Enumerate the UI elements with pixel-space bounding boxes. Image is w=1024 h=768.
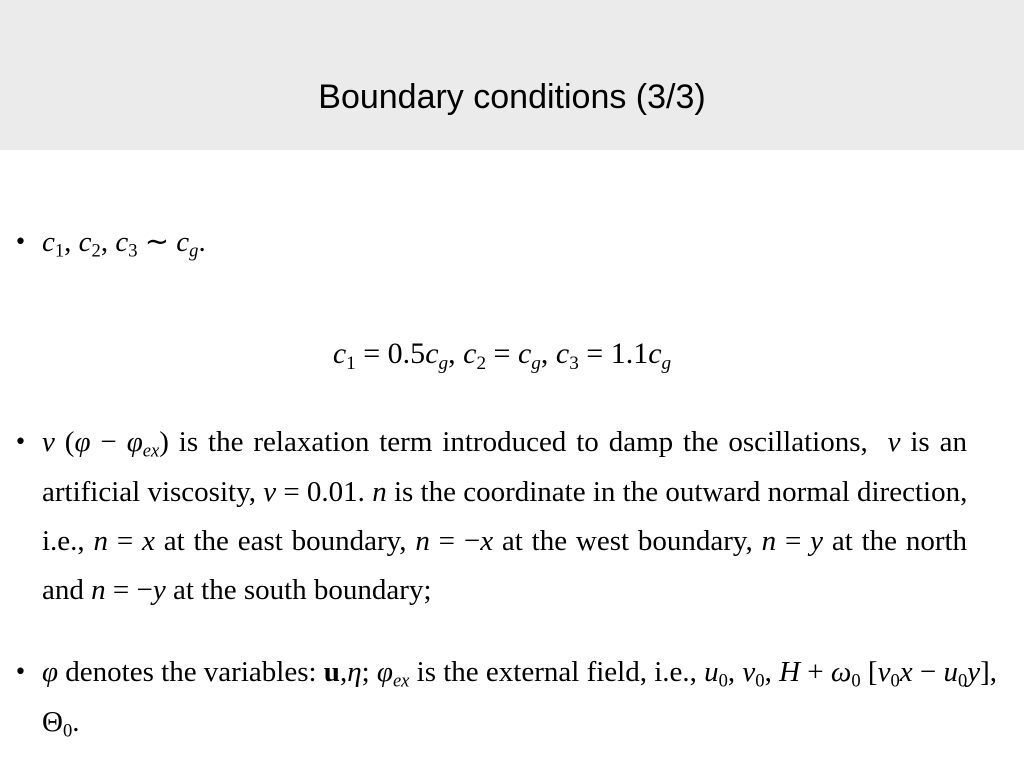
bullet-2-text: = 0.01. — [283, 476, 365, 508]
bullet-marker: • — [14, 660, 27, 685]
bullet-2-text: at the east boundary, — [163, 525, 407, 557]
bullet-2-text: i.e., — [42, 525, 85, 557]
bullet-2-text: artificial viscosity, — [42, 476, 256, 508]
bullet-marker: • — [14, 430, 27, 455]
equation-c-values: $c_1 = 0.5c_g$, $c_2 = c_g$, $c_3 = 1.1c_g$ — [332, 337, 672, 374]
bullet-2-text: at the north — [831, 525, 968, 557]
slide-header — [0, 0, 1024, 150]
bullet-3-text: is the external field, i.e., — [416, 656, 697, 688]
bullet-3-line-1: φ denotes the variables: u,η; $\varphi_{ex}$ is the external field, i.e., $u_0$, $v_0$, $H + \omega_0$ $[v_0x - u_0y]$, — [42, 656, 998, 692]
slide-title: Boundary conditions (3/3) — [318, 78, 706, 116]
bullet-3-text: denotes the variables: — [65, 656, 317, 688]
bullet-1-text: $c_1$, $c_2$, $c_3$ ∼ $c_g$. — [42, 226, 206, 262]
bullet-2-line-1: ν $(\varphi - \varphi_{ex})$ is the relaxation term introduced to damp the oscillations, ν is an — [42, 426, 967, 462]
bullet-2-text: is the relaxation term introduced to damp the oscillations, — [178, 426, 868, 458]
bullet-2-text: is an — [910, 426, 967, 458]
bullet-marker: • — [14, 230, 27, 255]
bullet-2-text: at the south boundary; — [172, 574, 432, 606]
bullet-2-text: is the coordinate in the outward normal direction, — [393, 476, 968, 508]
bullet-2-line-4: and n = −y at the south boundary; — [42, 574, 432, 606]
bullet-2-line-2: artificial viscosity, ν = 0.01. n is the coordinate in the outward normal direction, — [42, 476, 968, 508]
bullet-2-text: at the west boundary, — [501, 525, 753, 557]
bullet-3-line-2: $\Theta_0$. — [42, 706, 80, 742]
bullet-2-line-3: i.e., n = x at the east boundary, n = −x at the west boundary, n = y at the north — [42, 525, 968, 557]
bullet-2-text: and — [42, 574, 84, 606]
